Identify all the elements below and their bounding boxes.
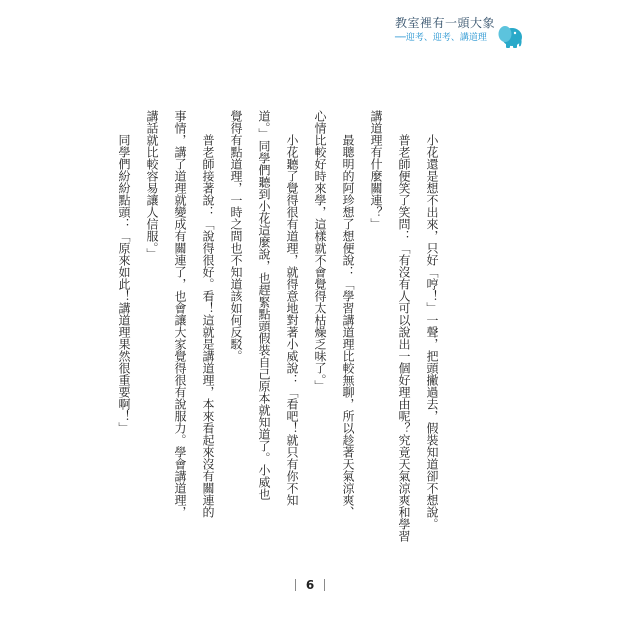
body-text bbox=[110, 110, 446, 550]
running-header bbox=[395, 16, 496, 44]
folio-divider-left bbox=[295, 579, 296, 591]
text-line: 小花聽了覺得很有道理，就得意地對著小威說：「看吧！就只有你不知 bbox=[285, 134, 299, 506]
page-number: 6 bbox=[305, 577, 315, 592]
paragraph bbox=[362, 110, 418, 550]
paragraph bbox=[110, 110, 138, 550]
elephant-icon bbox=[496, 23, 524, 49]
paragraph bbox=[306, 110, 362, 550]
text-line: 講話就比較容易讓人信服。」 bbox=[145, 110, 159, 260]
book-title: 教室裡有一頭大象 bbox=[395, 16, 496, 30]
book-subtitle: ──迎考、迎考、講道理 bbox=[395, 33, 487, 43]
paragraph bbox=[418, 110, 446, 550]
text-line: 道。」同學們聽到小花這麼說，也趕緊點頭假裝自己原本就知道了。小威也 bbox=[257, 110, 271, 500]
text-line: 同學們紛紛點頭：「原來如此！講道理果然很重要啊！」 bbox=[117, 134, 131, 434]
text-line: 普老師接著說：「說得很好。看！這就是講道理，本來看起來沒有關連的 bbox=[201, 134, 215, 518]
text-line: 最聰明的阿珍想了想便說：「學習講道理比較無聊，所以趁著天氣涼爽、 bbox=[341, 134, 355, 518]
text-line: 小花還是想不出來，只好「哼！」一聲，把頭撇過去，假裝知道卻不想說。 bbox=[425, 134, 439, 530]
paragraph bbox=[138, 110, 222, 550]
text-line: 心情比較好時來學，這樣就不會覺得太枯燥乏味了。」 bbox=[313, 110, 327, 392]
text-line: 普老師便笑了笑問：「有沒有人可以說出一個好理由呢？究竟天氣涼爽和學習 bbox=[397, 134, 411, 542]
text-line: 事情，講了道理就變成有關連了，也會讓大家覺得很有說服力。學會講道理， bbox=[173, 110, 187, 518]
page-footer bbox=[0, 577, 620, 592]
text-line: 覺得有點道理，一時之間也不知道該如何反駁。 bbox=[229, 110, 243, 362]
text-line: 講道理有什麼關連？」 bbox=[369, 110, 383, 230]
paragraph bbox=[222, 110, 306, 550]
folio-divider-right bbox=[324, 579, 325, 591]
